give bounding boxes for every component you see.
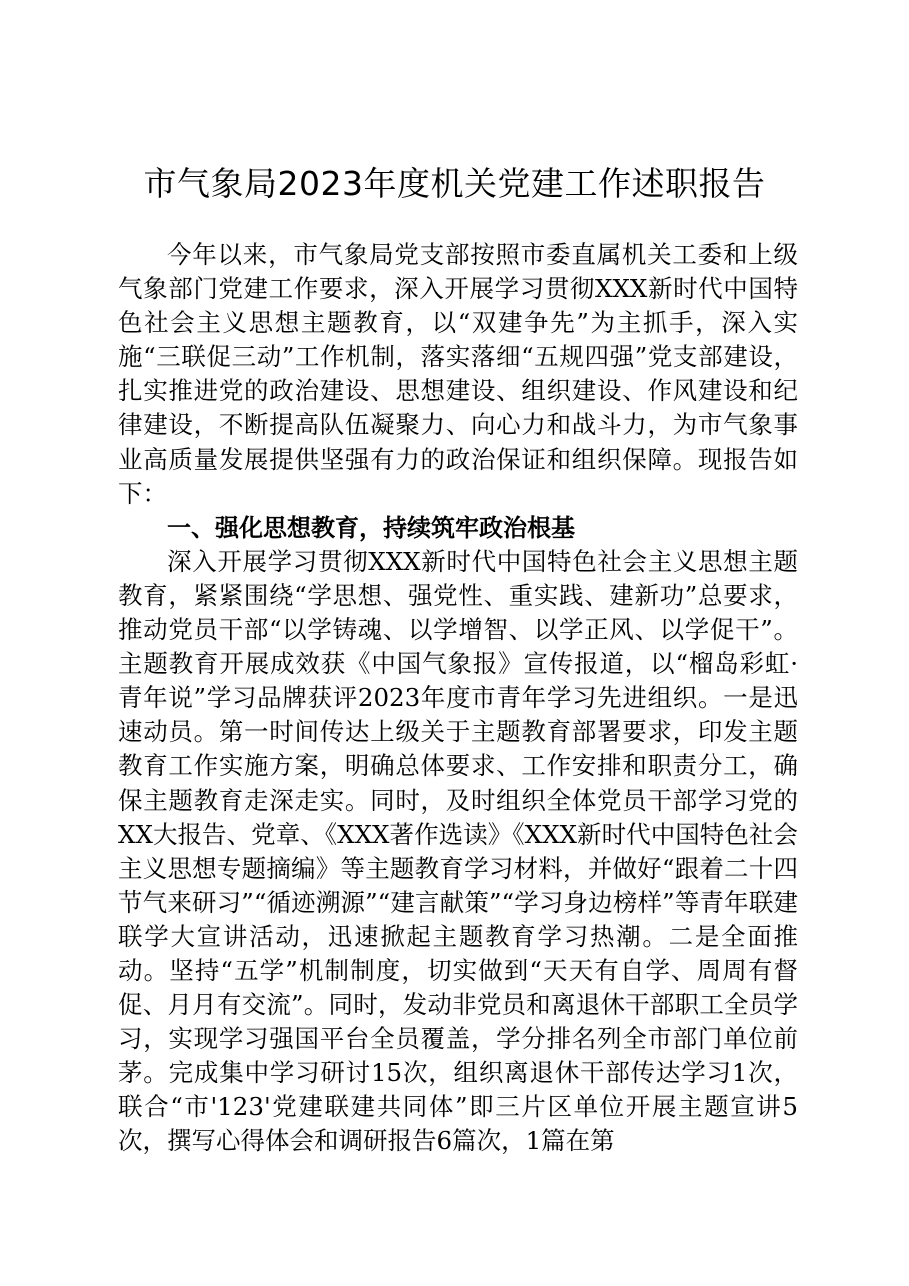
intro-paragraph: 今年以来，市气象局党支部按照市委直属机关工委和上级气象部门党建工作要求，深入开展学习贯彻XXX新时代中国特色社会主义思想主题教育，以“双建争先”为主抓手，深入实施“三联促三动”工作机制，落实落细“五规四强”党支部建设，扎实推进党的政治建设、思想建设、组织建设、作风建设和纪律建设，不断提高队伍凝聚力、向心力和战斗力，为市气象事业高质量发展提供坚强有力的政治保证和组织保障。现报告如下： xyxy=(118,240,798,508)
section-1-paragraph: 深入开展学习贯彻XXX新时代中国特色社会主义思想主题教育，紧紧围绕“学思想、强党性、重实践、建新功”总要求，推动党员干部“以学铸魂、以学增智、以学正风、以学促干”。主题教育开展成效获《中国气象报》宣传报道，以“榴岛彩虹·青年说”学习品牌获评2023年度市青年学习先进组织。一是迅速动员。第一时间传达上级关于主题教育部署要求，印发主题教育工作实施方案，明确总体要求、工作安排和职责分工，确保主题教育走深走实。同时，及时组织全体党员干部学习党的XX大报告、党章、《XXX著作选读》《XXX新时代中国特色社会主义思想专题摘编》等主题教育学习材料，并做好“跟着二十四节气来研习”“循迹溯源”“建言献策”“学习身边榜样”等青年联建联学大宣讲活动，迅速掀起主题教育学习热潮。二是全面推动。坚持“五学”机制制度，切实做到“天天有自学、周周有督促、月月有交流”。同时，发动非党员和离退休干部职工全员学习，实现学习强国平台全员覆盖，学分排名列全市部门单位前茅。完成集中学习研讨15次，组织离退休干部传达学习1次，联合“市'123'党建联建共同体”即三片区单位开展主题宣讲5次，撰写心得体会和调研报告6篇次，1篇在第 xyxy=(118,546,798,1156)
document-title: 市气象局2023年度机关党建工作述职报告 xyxy=(143,164,766,203)
section-heading-1: 一、强化思想教育，持续筑牢政治根基 xyxy=(167,513,575,542)
document-body xyxy=(118,238,798,1159)
